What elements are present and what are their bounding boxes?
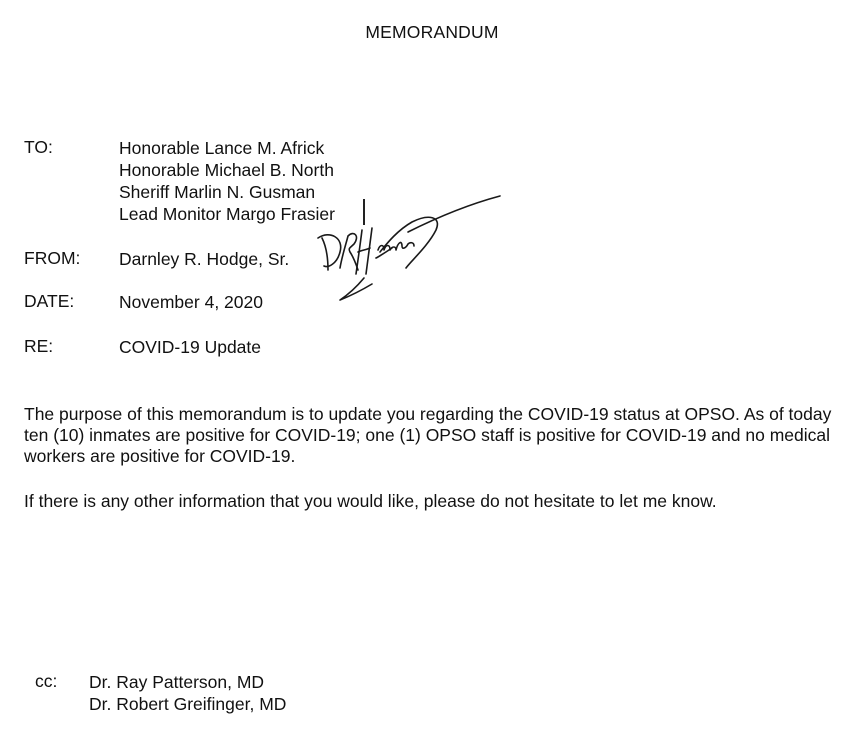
recipient: Honorable Lance M. Africk — [119, 138, 325, 158]
date-value: November 4, 2020 — [119, 292, 263, 312]
re-label: RE: — [24, 336, 54, 356]
body-paragraph-closing: If there is any other information that you would like, please do not hesitate to let me know. — [24, 491, 717, 511]
recipient: Honorable Michael B. North — [119, 160, 334, 180]
memo-title: MEMORANDUM — [365, 22, 499, 42]
cc-label: cc: — [35, 671, 58, 691]
to-recipients — [119, 137, 335, 225]
recipient: Sheriff Marlin N. Gusman — [119, 182, 316, 202]
to-label: TO: — [24, 137, 53, 157]
from-value: Darnley R. Hodge, Sr. — [119, 249, 290, 269]
body-paragraph-status: The purpose of this memorandum is to update you regarding the COVID-19 status at OPSO. As of today ten (10) inmates are positive for COVID-19; one (1) OPSO staff is positive for COVID-19 and no medical workers are positive for COVID-19. — [24, 404, 832, 466]
re-value: COVID-19 Update — [119, 337, 262, 357]
cc-recipients — [89, 671, 286, 715]
from-label: FROM: — [24, 248, 81, 268]
cc-recipient: Dr. Ray Patterson, MD — [89, 672, 265, 692]
handwritten-signature — [310, 186, 510, 306]
recipient: Lead Monitor Margo Frasier — [119, 204, 335, 224]
date-label: DATE: — [24, 291, 75, 311]
cc-recipient: Dr. Robert Greifinger, MD — [89, 694, 287, 714]
